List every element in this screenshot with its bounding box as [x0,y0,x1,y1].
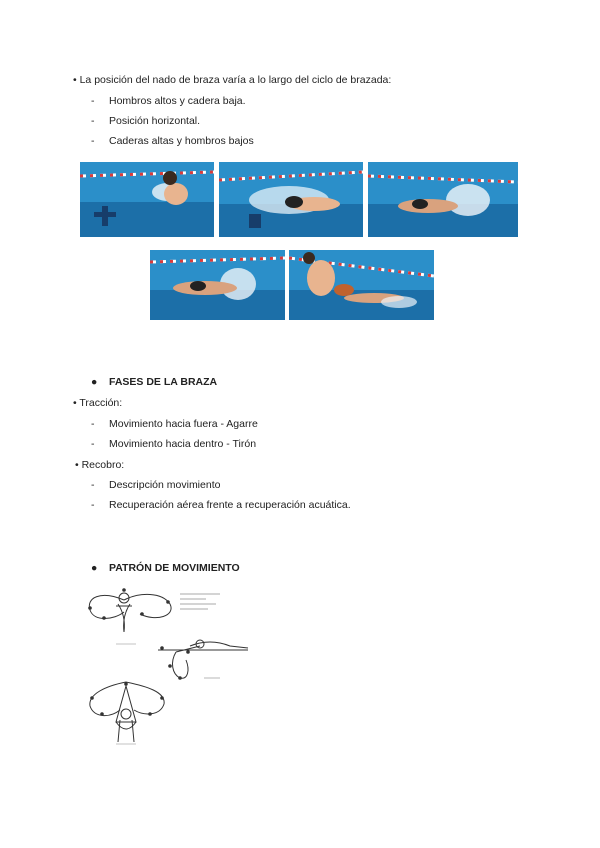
swimmer-photo-4 [150,250,285,320]
list-dash: - [91,418,95,430]
list-dash: - [91,115,95,127]
list-dash: - [91,438,95,450]
position-item-2: Posición horizontal. [109,115,201,127]
swimmer-photo-5 [289,250,434,320]
list-dash: - [91,95,95,107]
position-item-3: Caderas altas y hombros bajos [109,135,254,147]
list-dash: - [91,499,95,511]
bullet: ● [91,376,98,388]
movement-pattern-diagram [80,586,252,746]
list-dash: - [91,135,95,147]
traccion-item-1: Movimiento hacia fuera - Agarre [109,418,258,430]
traccion-item-2: Movimiento hacia dentro - Tirón [109,438,257,450]
intro-text: • La posición del nado de braza varía a lo largo del ciclo de brazada: [73,74,392,86]
section-title-patron: PATRÓN DE MOVIMIENTO [109,562,240,574]
recobro-item-1: Descripción movimiento [109,479,221,491]
swimmer-photo-1 [80,162,214,237]
position-item-1: Hombros altos y cadera baja. [109,95,246,107]
list-dash: - [91,479,95,491]
recobro-label: • Recobro: [75,459,125,471]
swimmer-photo-2 [219,162,363,237]
section-title-fases: FASES DE LA BRAZA [109,376,218,388]
traccion-label: • Tracción: [73,397,123,409]
recobro-item-2: Recuperación aérea frente a recuperación acuática. [109,499,351,511]
bullet: ● [91,562,98,574]
swimmer-photo-3 [368,162,518,237]
